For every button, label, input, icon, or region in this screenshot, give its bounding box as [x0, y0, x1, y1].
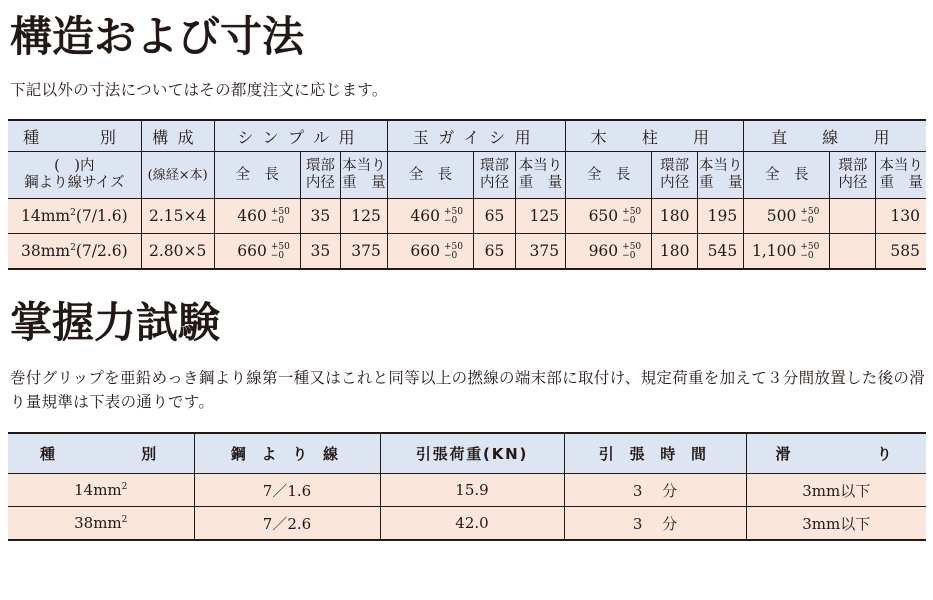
subheader-total-length: 全 長 [214, 152, 300, 199]
cell-thimble-ring: 35 [300, 199, 340, 234]
cell-insulator-length: 460 +50 −0 [387, 199, 473, 234]
subheader-weight: 本当り 重 量 [516, 152, 566, 199]
header-pole: 木 柱 用 [566, 120, 744, 152]
subheader-weight: 本当り 重 量 [340, 152, 387, 199]
header-slip: 滑 り [746, 433, 926, 474]
cell-kind: $14mm^2$ [8, 474, 194, 507]
cell-pole-weight: 545 [698, 234, 744, 270]
tolerance: +50 −0 [800, 206, 820, 226]
cell-thimble-weight: 125 [340, 199, 387, 234]
cell-load: 15.9 [380, 474, 564, 507]
cell-pole-length: 960 +50 −0 [566, 234, 652, 270]
cell-straight-weight: 585 [876, 234, 926, 270]
cell-insulator-weight: 375 [516, 234, 566, 270]
tolerance: +50 −0 [800, 241, 820, 261]
cell-straight-ring [830, 199, 876, 234]
cell-time: 3 分 [564, 474, 746, 507]
header-kind: 種 別 [8, 433, 194, 474]
subheader-weight: 本当り 重 量 [698, 152, 744, 199]
cell-load: 42.0 [380, 507, 564, 541]
grip-test-table [8, 432, 926, 541]
subheader-ring-inner: 環部 内径 [300, 152, 340, 199]
header-straight: 直 線 用 [744, 120, 926, 152]
cell-time: 3 分 [564, 507, 746, 541]
spec-table [8, 119, 926, 270]
cell-thimble-length: 460 +50 −0 [214, 199, 300, 234]
cell-strand: 7／1.6 [194, 474, 380, 507]
header-kind: 種 別 [8, 120, 141, 152]
cell-structure: 2.15×4 [141, 199, 214, 234]
subheader-ring-inner: 環部 内径 [830, 152, 876, 199]
tolerance: +50 −0 [270, 206, 290, 226]
header-tensile-load: 引張荷重(KN) [380, 433, 564, 474]
cell-kind: $38mm^2(7/2.6)$ [8, 234, 141, 270]
spec-row [8, 199, 926, 234]
header-thimble: シンプル用 [214, 120, 387, 152]
grip-test-description: 巻付グリップを亜鉛めっき鋼より線第一種又はこれと同等以上の撚線の端末部に取付け、規定荷重を加えて３分間放置した後の滑り量規準は下表の通りです。 [10, 369, 926, 411]
cell-straight-ring [830, 234, 876, 270]
tolerance: +50 −0 [443, 206, 463, 226]
cell-kind: $38mm^2$ [8, 507, 194, 541]
tolerance: +50 −0 [622, 241, 642, 261]
subheader-total-length: 全 長 [744, 152, 830, 199]
cell-straight-length: 500 +50 −0 [744, 199, 830, 234]
subheader-ring-inner: 環部 内径 [473, 152, 515, 199]
cell-insulator-length: 660 +50 −0 [387, 234, 473, 270]
subheader-total-length: 全 長 [387, 152, 473, 199]
cell-pole-weight: 195 [698, 199, 744, 234]
section-title-grip-test: 掌握力試験 [10, 298, 221, 347]
tolerance: +50 −0 [270, 241, 290, 261]
cell-pole-ring: 180 [652, 234, 698, 270]
subheader-structure: (線経×本) [141, 152, 214, 199]
tolerance: +50 −0 [443, 241, 463, 261]
subheader-ring-inner: 環部 内径 [652, 152, 698, 199]
structure-description: 下記以外の寸法についてはその都度注文に応じます。 [10, 81, 388, 99]
subheader-total-length: 全 長 [566, 152, 652, 199]
grip-row [8, 507, 926, 541]
section-title-structure: 構造および寸法 [10, 12, 305, 61]
cell-insulator-ring: 65 [473, 199, 515, 234]
cell-slip: 3mm以下 [746, 507, 926, 541]
subheader-kind: ( )内 鋼より線サイズ [8, 152, 141, 199]
cell-thimble-weight: 375 [340, 234, 387, 270]
subheader-weight: 本当り 重 量 [876, 152, 926, 199]
tolerance: +50 −0 [622, 206, 642, 226]
header-insulator: 玉ガイシ用 [387, 120, 565, 152]
cell-pole-ring: 180 [652, 199, 698, 234]
cell-insulator-ring: 65 [473, 234, 515, 270]
header-tensile-time: 引 張 時 間 [564, 433, 746, 474]
cell-slip: 3mm以下 [746, 474, 926, 507]
cell-structure: 2.80×5 [141, 234, 214, 270]
cell-insulator-weight: 125 [516, 199, 566, 234]
cell-straight-weight: 130 [876, 199, 926, 234]
cell-straight-length: 1,100 +50 −0 [744, 234, 830, 270]
cell-thimble-length: 660 +50 −0 [214, 234, 300, 270]
header-strand: 鋼 よ り 線 [194, 433, 380, 474]
cell-strand: 7／2.6 [194, 507, 380, 541]
cell-pole-length: 650 +50 −0 [566, 199, 652, 234]
grip-row [8, 474, 926, 507]
cell-thimble-ring: 35 [300, 234, 340, 270]
header-structure: 構成 [141, 120, 214, 152]
cell-kind: $14mm^2(7/1.6)$ [8, 199, 141, 234]
spec-row [8, 234, 926, 270]
